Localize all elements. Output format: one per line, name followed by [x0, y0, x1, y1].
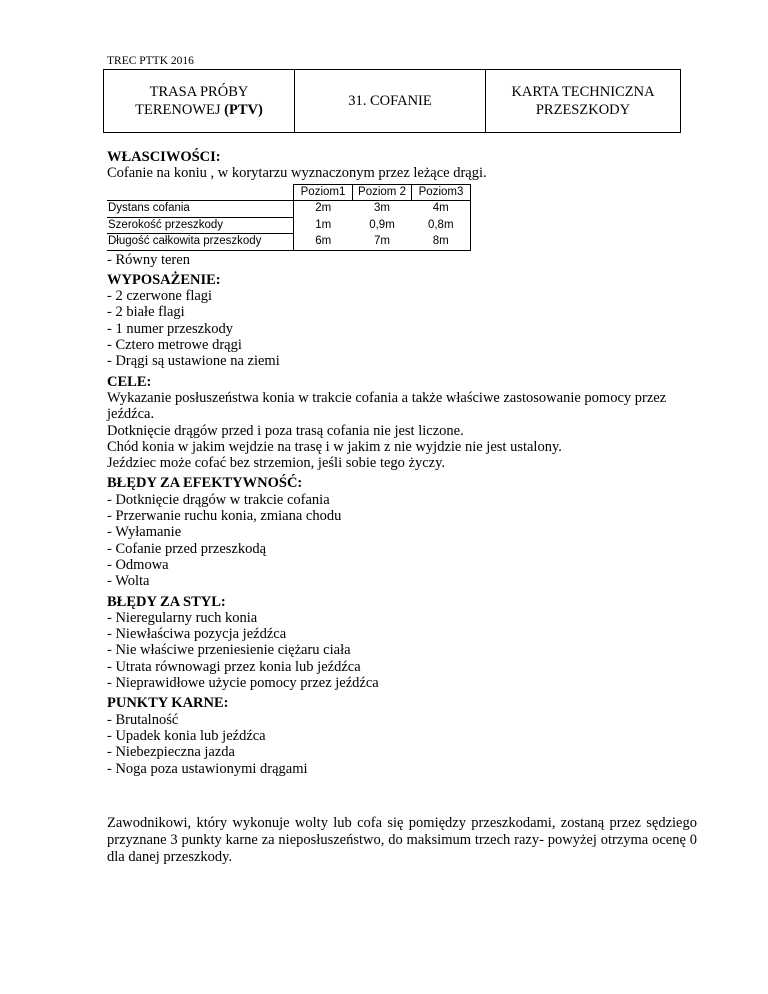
list-item: - Przerwanie ruchu konia, zmiana chodu	[107, 508, 342, 525]
closing-paragraph: Zawodnikowi, który wykonuje wolty lub cofa się pomiędzy przeszkodami, zostaną przez sędziego przyznane 3 punkty karne za nieposłuszeństwo, do maksimum trzech razy- powyżej otrzyma ocenę 0 dla danej przeszkody.	[107, 814, 697, 865]
cell-value: 7m	[353, 234, 412, 251]
route-line1: TRASA PRÓBY	[149, 84, 249, 100]
list-item: - Dotknięcie drągów w trakcie cofania	[107, 491, 330, 508]
table-row	[107, 217, 471, 234]
list-item: - 2 białe flagi	[107, 304, 185, 321]
list-item: - Cofanie przed przeszkodą	[107, 540, 267, 557]
title-cell-card	[486, 70, 680, 132]
card-line2: PRZESZKODY	[535, 102, 631, 118]
route-line2	[135, 101, 263, 119]
list-item: - Nieprawidłowe użycie pomocy przez jeźdźca	[107, 675, 379, 692]
goals-paragraph: Jeździec może cofać bez strzemion, jeśli sobie tego życzy.	[107, 455, 446, 472]
title-cell-obstacle: 31. COFANIE	[295, 70, 486, 132]
list-item: - Odmowa	[107, 556, 169, 573]
list-item: - Nieregularny ruch konia	[107, 609, 258, 626]
goals-heading: CELE:	[107, 373, 152, 390]
list-item: - Cztero metrowe drągi	[107, 337, 242, 354]
cell-value: 1m	[315, 218, 332, 231]
cell-value: 8m	[412, 234, 471, 251]
parameters-table	[107, 184, 471, 251]
list-item: - Niebezpieczna jazda	[107, 744, 235, 761]
route-line2-text: TERENOWEJ	[135, 102, 225, 118]
cell-value: 0,8m	[412, 217, 471, 234]
title-cell-route	[104, 70, 295, 132]
cell-value: 2m	[294, 201, 353, 218]
efficiency-faults-heading: BŁĘDY ZA EFEKTYWNOŚĆ:	[107, 475, 303, 492]
row-label: Długość całkowita przeszkody	[107, 234, 294, 251]
route-line2-bold: (PTV)	[224, 102, 263, 118]
list-item: - Brutalność	[107, 711, 179, 728]
goals-paragraph: Dotknięcie drągów przed i poza trasą cofania nie jest liczone.	[107, 422, 464, 439]
list-item: - 2 czerwone flagi	[107, 288, 213, 305]
list-item: - 1 numer przeszkody	[107, 320, 234, 337]
card-line1: KARTA TECHNICZNA	[511, 84, 655, 100]
properties-heading: WŁASCIWOŚCI:	[107, 149, 221, 165]
penalties-heading: PUNKTY KARNE:	[107, 695, 229, 712]
properties-intro: Cofanie na koniu , w korytarzu wyznaczonym przez leżące drągi.	[107, 165, 487, 182]
header-cell: Poziom3	[412, 184, 471, 201]
list-item: - Upadek konia lub jeźdźca	[107, 727, 266, 744]
goals-paragraph: Chód konia w jakim wejdzie na trasę i w jakim z nie wyjdzie nie jest ustalony.	[107, 438, 562, 455]
list-item: - Drągi są ustawione na ziemi	[107, 353, 280, 370]
terrain-note: - Równy teren	[107, 251, 190, 268]
list-item: - Nie właściwe przeniesienie ciężaru ciała	[107, 642, 351, 659]
row-label: Szerokość przeszkody	[107, 217, 294, 234]
row-label: Dystans cofania	[107, 201, 294, 218]
cell-value: 3m	[353, 201, 412, 218]
document-header-note: TREC PTTK 2016	[107, 55, 194, 67]
equipment-heading: WYPOSAŻENIE:	[107, 271, 221, 288]
cell-value: 4m	[412, 201, 471, 218]
list-item: - Wolta	[107, 573, 150, 590]
list-item: - Utrata równowagi przez konia lub jeźdźca	[107, 658, 361, 675]
list-item: - Niewłaściwa pozycja jeźdźca	[107, 626, 287, 643]
list-item: - Noga poza ustawionymi drągami	[107, 760, 308, 777]
style-faults-heading: BŁĘDY ZA STYL:	[107, 593, 226, 610]
cell-value: 0,9m	[369, 218, 395, 231]
table-row	[107, 234, 471, 251]
cell-value: 6m	[294, 234, 353, 251]
goals-paragraph: Wykazanie posłuszeństwa konia w trakcie cofania a także właściwe zastosowanie pomocy przez jeźdźca.	[107, 389, 667, 423]
parameters-header-row	[107, 184, 471, 201]
table-row	[107, 201, 471, 218]
header-cell: Poziom1	[294, 184, 353, 201]
list-item: - Wyłamanie	[107, 524, 182, 541]
document-body	[107, 149, 697, 777]
title-table	[103, 69, 681, 133]
header-cell: Poziom 2	[353, 184, 412, 201]
